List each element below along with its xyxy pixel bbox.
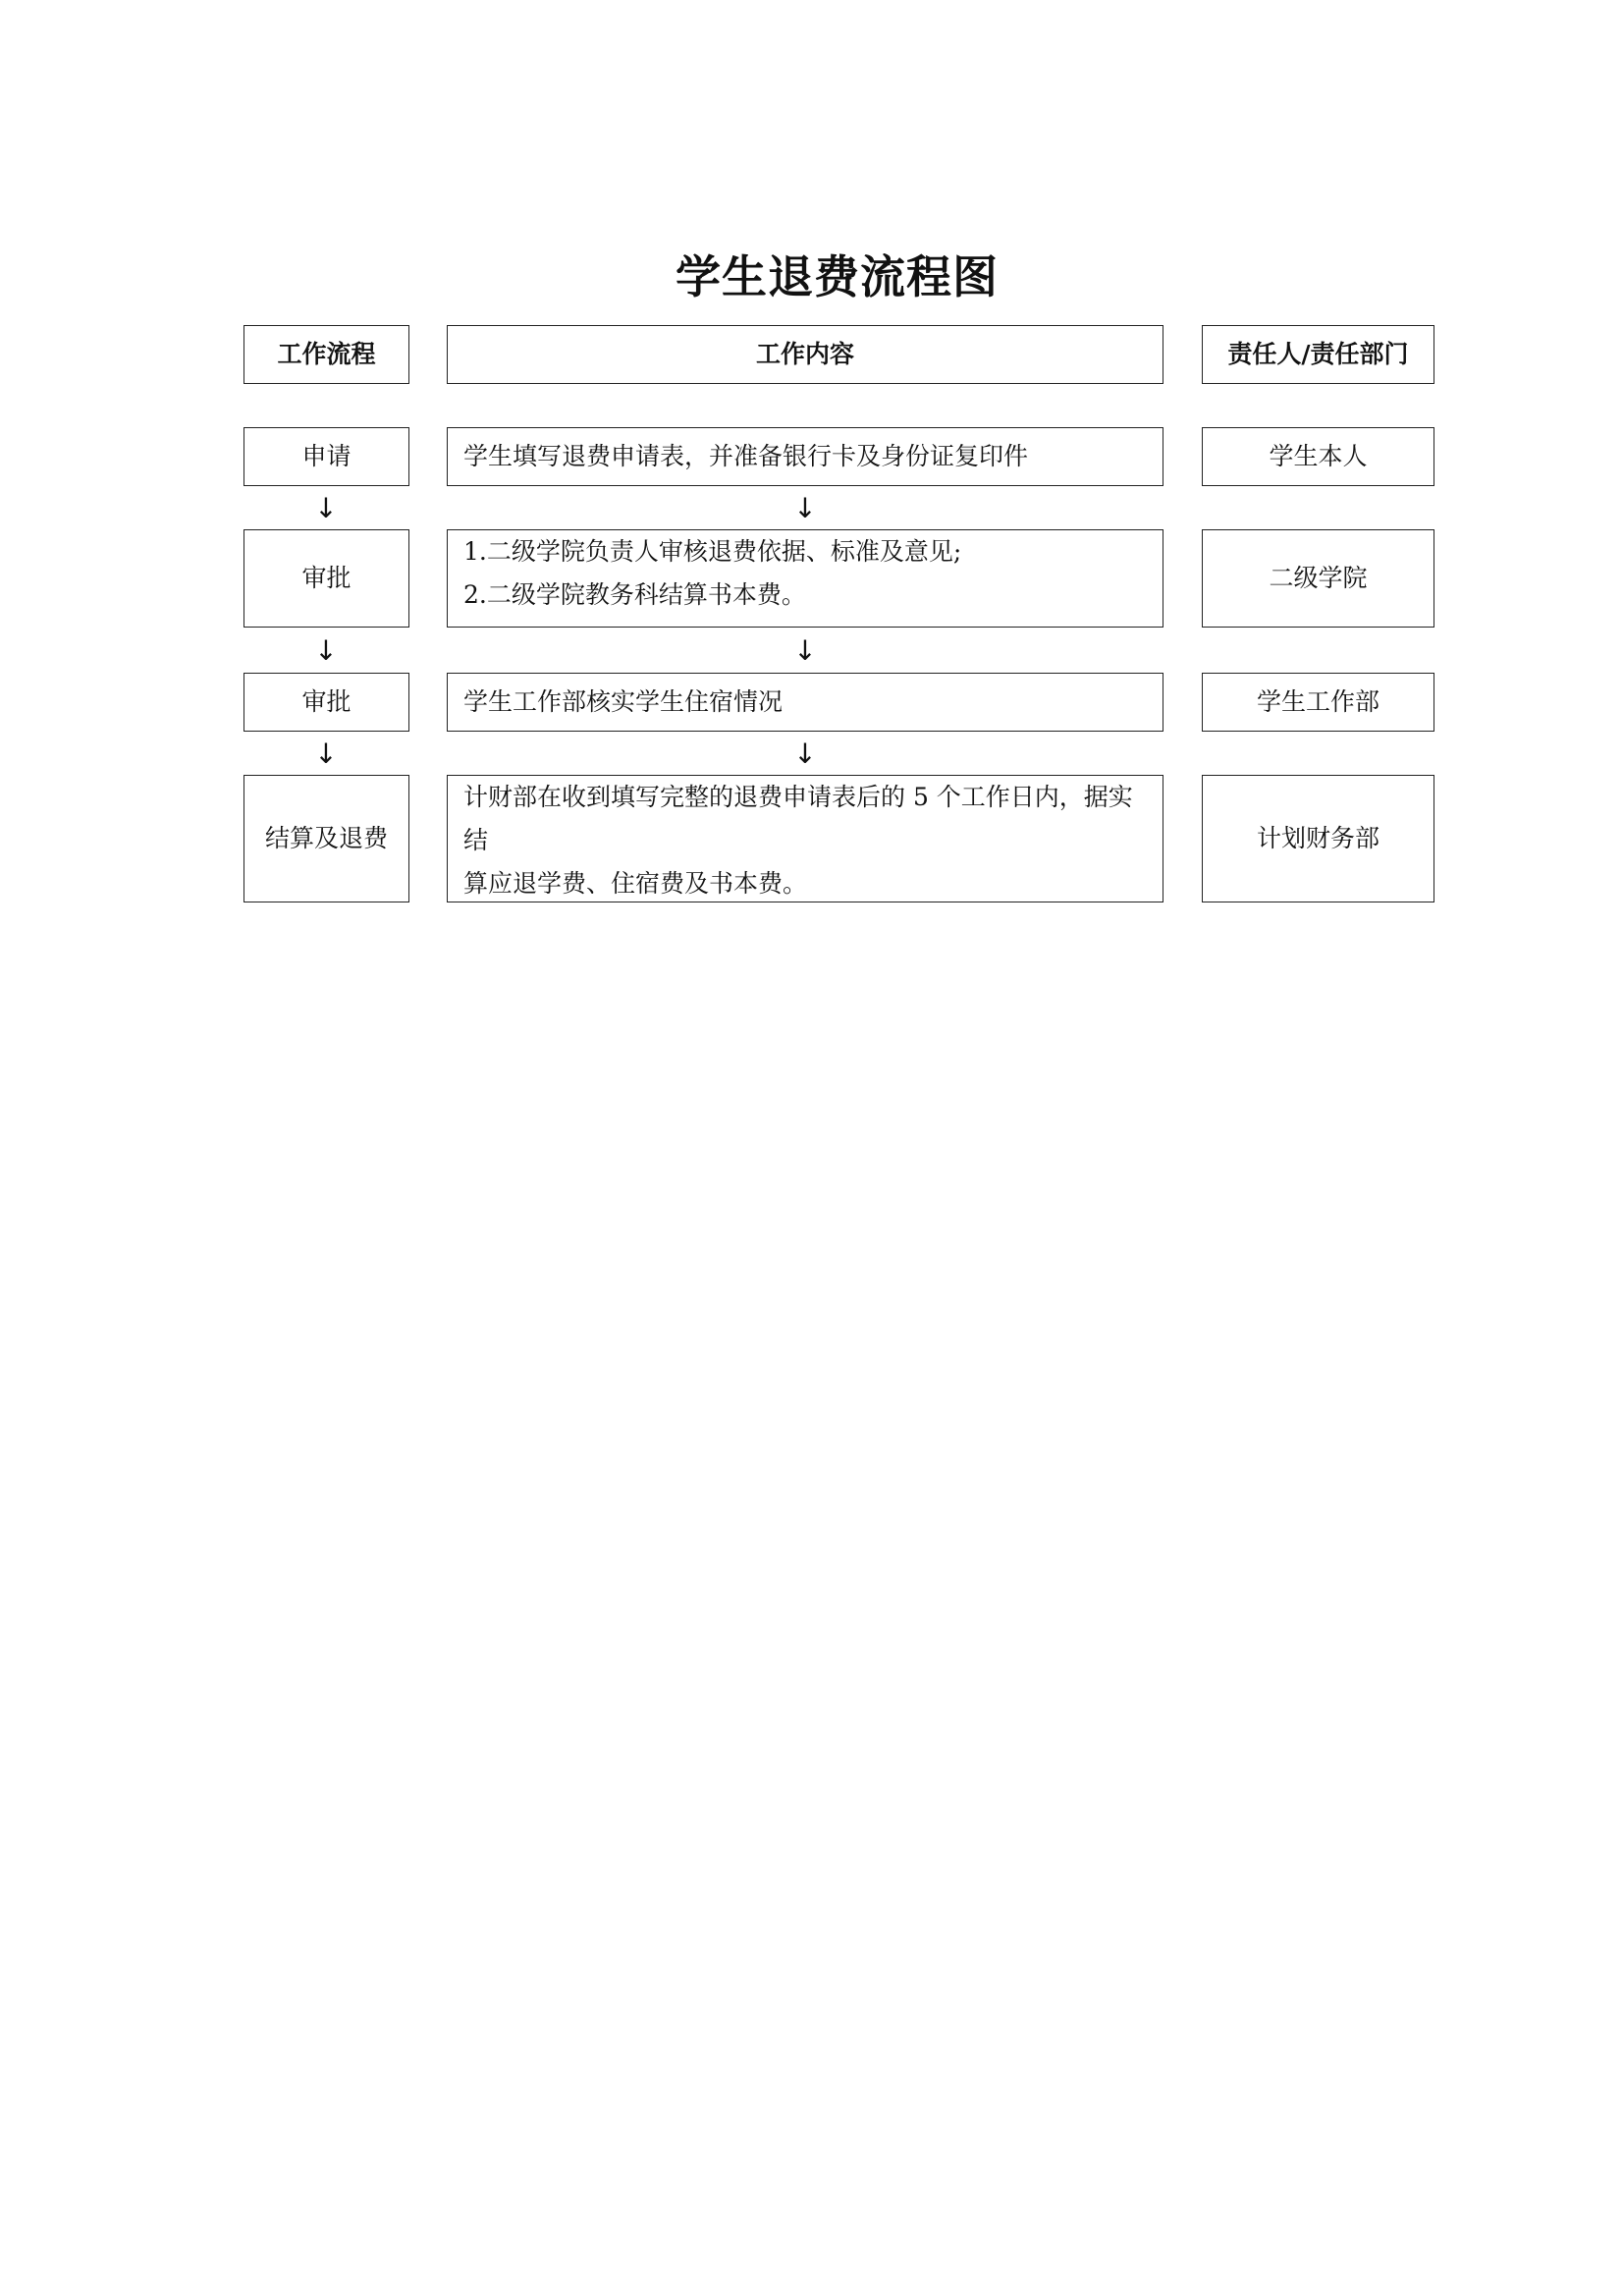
- arrow-down-icon: ↓: [793, 738, 817, 770]
- step-3-responsible: 学生工作部: [1202, 673, 1434, 732]
- step-4-responsible: 计划财务部: [1202, 775, 1434, 902]
- step-3-content: [447, 673, 1163, 732]
- arrow-down-icon: ↓: [314, 492, 338, 524]
- step-2-content-line-2: 2.二级学院教务科结算书本费。: [463, 580, 806, 609]
- page-title: 学生退费流程图: [676, 250, 999, 303]
- step-4-content: [447, 775, 1163, 902]
- step-4-content-line-1: 计财部在收到填写完整的退费申请表后的 5 个工作日内，据实结: [463, 783, 1133, 854]
- arrow-down-icon: ↓: [314, 634, 338, 667]
- arrow-down-icon: ↓: [793, 634, 817, 667]
- step-3-content-line-1: 学生工作部核实学生住宿情况: [463, 687, 784, 716]
- header-process: 工作流程: [243, 325, 409, 384]
- header-responsible: 责任人/责任部门: [1202, 325, 1434, 384]
- step-4-process: 结算及退费: [243, 775, 409, 902]
- step-1-content-line-1: 学生填写退费申请表，并准备银行卡及身份证复印件: [463, 442, 1029, 470]
- step-1-process: 申请: [243, 427, 409, 486]
- step-3-process: 审批: [243, 673, 409, 732]
- step-2-process: 审批: [243, 529, 409, 628]
- step-2-responsible: 二级学院: [1202, 529, 1434, 628]
- step-1-responsible: 学生本人: [1202, 427, 1434, 486]
- step-4-content-line-2: 算应退学费、住宿费及书本费。: [463, 869, 808, 898]
- step-1-content: [447, 427, 1163, 486]
- step-2-content: [447, 529, 1163, 628]
- arrow-down-icon: ↓: [314, 738, 338, 770]
- step-2-content-line-1: 1.二级学院负责人审核退费依据、标准及意见;: [463, 537, 962, 566]
- header-content: 工作内容: [447, 325, 1163, 384]
- arrow-down-icon: ↓: [793, 492, 817, 524]
